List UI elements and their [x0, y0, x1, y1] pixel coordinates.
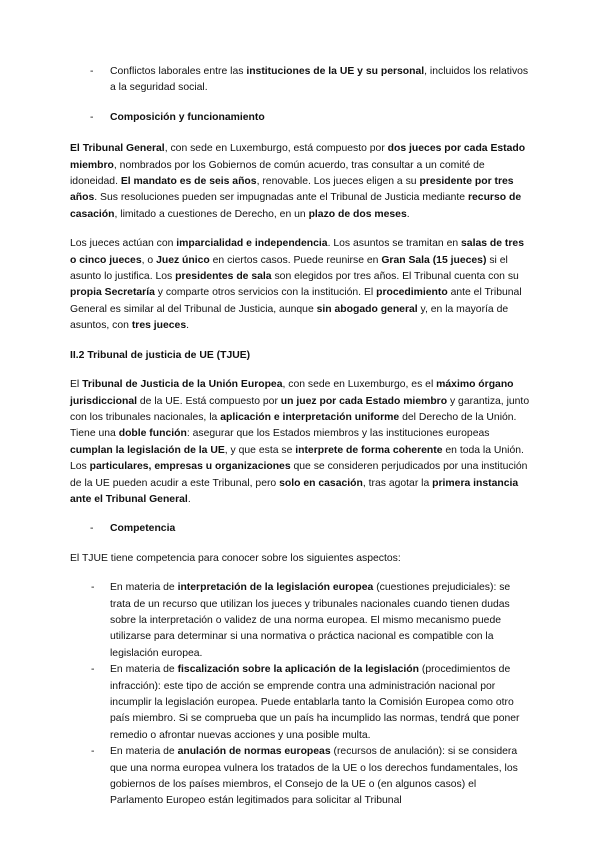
- text-run: , incluidos los relativos a la seguridad social.: [110, 66, 529, 94]
- subheading-label: Composición y funcionamiento: [110, 111, 265, 123]
- text-run: En materia de: [110, 746, 178, 758]
- bold-run: procedimiento: [376, 287, 448, 299]
- text-run: En materia de: [110, 582, 178, 594]
- dash-marker: -: [90, 523, 94, 535]
- text-run: si el asunto lo justifica. Los: [70, 254, 508, 283]
- paragraph-tjue: [70, 377, 530, 508]
- bullet-marker: -: [91, 746, 95, 758]
- list-item-conflictos: [70, 64, 530, 97]
- text-run: que se consideren perjudicados por una institución de la UE pueden acudir a este Tribunal, pero: [70, 461, 528, 489]
- list-item-interpretacion: [70, 580, 530, 662]
- bold-run: un juez por cada Estado miembro: [280, 395, 448, 407]
- text-run: de la UE. Está compuesto por: [136, 395, 281, 407]
- text-run: y comparte otros servicios con la institución. El: [154, 287, 377, 299]
- text-run: del Derecho de la Unión. Tiene una: [70, 411, 517, 440]
- bold-run: sin abogado general: [316, 303, 418, 315]
- text-run: El: [70, 379, 83, 391]
- list-item-anulacion: [70, 744, 530, 810]
- text-run: (cuestiones prejudiciales): se trata de un recurso que utilizan los jueces y tribunales nacionales cuando tienen dudas sobre la interpretación o validez de una norma europea. El mismo mecanismo puede utilizarse para determinar si una normativa o práctica nacional es compatible con la legislación europea.: [110, 582, 511, 659]
- text-run: , renovable. Los jueces eligen a su: [256, 176, 420, 188]
- text-run: en ciertos casos. Puede reunirse en: [209, 254, 382, 266]
- bold-run: salas de tres o cinco jueces: [70, 238, 524, 266]
- bold-run: tres jueces: [131, 320, 187, 332]
- bold-run: Tribunal de Justicia de la Unión Europea: [82, 379, 283, 391]
- bold-run: interprete de forma coherente: [295, 444, 443, 456]
- document-page: [70, 64, 530, 810]
- bold-run: El mandato es de seis años: [120, 176, 257, 188]
- subheading-label: Competencia: [110, 523, 176, 535]
- text-run: en toda la Unión. Los: [70, 444, 524, 473]
- subheading-composicion: [70, 110, 530, 126]
- text-run: En materia de: [110, 664, 178, 676]
- text-run: (procedimientos de infracción): este tipo de acción se emprende contra una administración nacional por incumplir la legislación europea. Puede entablarla tanto la Comisión Europea como otro país miembro. Si se comprueba que un país ha incumplido las normas, tendrá que poner remedio o afrontar nuevas acciones y una posible multa.: [110, 664, 520, 741]
- bold-run: Juez único: [156, 254, 210, 266]
- bold-run: cumplan la legislación de la UE: [70, 444, 225, 456]
- bold-run: presidente por tres años: [70, 176, 514, 204]
- text-run: . Sus resoluciones pueden ser impugnadas ante el Tribunal de Justicia mediante: [94, 192, 468, 204]
- bold-run: imparcialidad e independencia: [176, 238, 328, 250]
- subheading-competencia: [70, 521, 530, 537]
- text-run: .: [187, 493, 191, 505]
- paragraph-tribunal-general: [70, 141, 530, 223]
- bold-run: aplicación e interpretación uniforme: [220, 411, 400, 423]
- text-run: , con sede en Luxemburgo, es el: [282, 379, 437, 391]
- bold-run: interpretación de la legislación europea: [177, 582, 374, 594]
- bold-run: solo en casación: [279, 477, 363, 489]
- bold-run: doble función: [118, 428, 187, 440]
- bold-run: instituciones de la UE y su personal: [246, 66, 425, 77]
- text-run: , nombrados por los Gobiernos de común acuerdo, tras consultar a un comité de idoneidad.: [70, 159, 485, 188]
- bold-run: primera instancia ante el Tribunal General: [70, 477, 519, 505]
- bold-run: propia Secretaría: [70, 287, 155, 299]
- text-run: ante el Tribunal General es similar al del Tribunal de Justicia, aunque: [70, 287, 522, 315]
- list-item-fiscalizacion: [70, 662, 530, 744]
- bold-run: recurso de casación: [70, 192, 522, 220]
- text-run: . Los asuntos se tramitan en: [327, 238, 462, 250]
- text-run: , tras agotar la: [362, 477, 433, 489]
- text-run: y garantiza, junto con los tribunales nacionales, la: [70, 395, 530, 423]
- text-run: , limitado a cuestiones de Derecho, en un: [114, 208, 309, 220]
- bold-run: máximo órgano jurisdiccional: [70, 379, 514, 407]
- bullet-marker: -: [91, 664, 95, 676]
- bold-run: plazo de dos meses: [308, 208, 407, 220]
- text-run: Conflictos laborales entre las: [110, 66, 247, 77]
- text-run: son elegidos por tres años. El Tribunal cuenta con su: [271, 271, 519, 283]
- text-run: Los jueces actúan con: [70, 238, 177, 250]
- text-run: , con sede en Luxemburgo, está compuesto por: [164, 143, 388, 155]
- bold-run: dos jueces por cada Estado miembro: [70, 143, 526, 171]
- bold-run: anulación de normas europeas: [177, 746, 331, 758]
- section-heading: II.2 Tribunal de justicia de UE (TJUE): [70, 349, 251, 361]
- bold-run: Gran Sala (15 jueces): [381, 254, 487, 266]
- dash-marker: -: [90, 111, 94, 123]
- text-run: .: [186, 320, 190, 332]
- dash-marker: -: [90, 66, 94, 77]
- bullet-marker: -: [91, 582, 95, 594]
- paragraph-jueces: [70, 236, 530, 334]
- paragraph-competencia-intro: El TJUE tiene competencia para conocer sobre los siguientes aspectos:: [70, 552, 401, 564]
- bold-run: presidentes de sala: [175, 271, 272, 283]
- bold-run: El Tribunal General: [70, 143, 165, 155]
- text-run: .: [406, 208, 410, 220]
- text-run: (recursos de anulación): si se considera que una norma europea vulnera los tratados de la UE o los derechos fundamentales, los gobiernos de los países miembros, el Consejo de la UE o (en algunos casos) el Parlamento Europeo están legitimados para solicitar al Tribunal: [110, 746, 518, 807]
- text-run: : asegurar que los Estados miembros y las instituciones europeas: [186, 428, 490, 440]
- bold-run: fiscalización sobre la aplicación de la legislación: [177, 664, 419, 676]
- text-run: y, en la mayoría de asuntos, con: [70, 303, 509, 332]
- text-run: , y que esta se: [224, 444, 296, 456]
- text-run: , o: [141, 254, 157, 266]
- bold-run: particulares, empresas u organizaciones: [89, 461, 291, 473]
